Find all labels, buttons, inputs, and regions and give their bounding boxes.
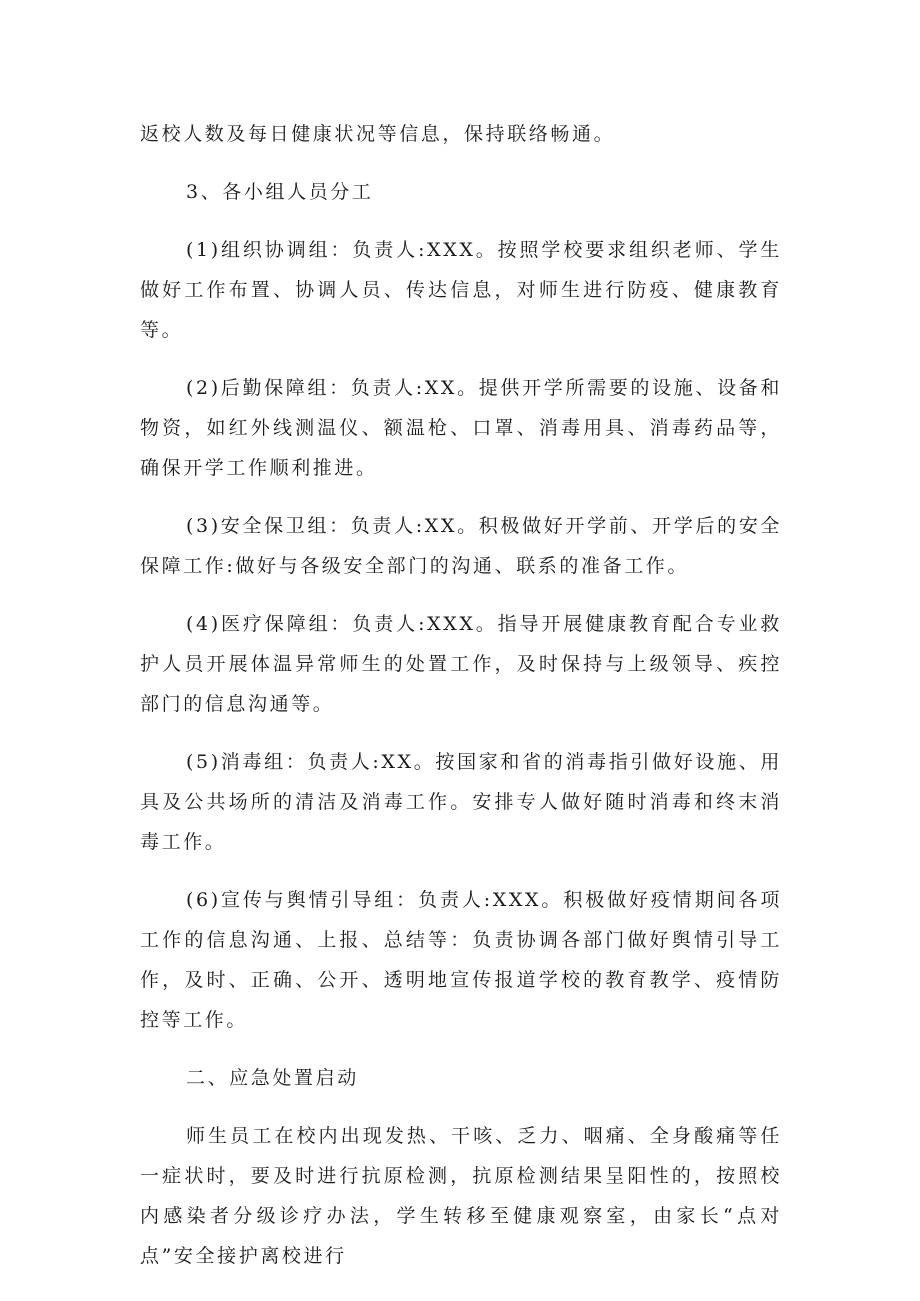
document-body [140,114,782,1276]
paragraph-medical-group: (4)医疗保障组：负责人:XXX。指导开展健康教育配合专业救护人员开展体温异常师生的处置工作，及时保持与上级领导、疾控部门的信息沟通等。 [140,613,782,715]
paragraph-emergency-procedure: 师生员工在校内出现发热、干咳、乏力、咽痛、全身酸痛等任一症状时，要及时进行抗原检测，抗原检测结果呈阳性的，按照校内感染者分级诊疗办法，学生转移至健康观察室，由家长“点对点”安全接护离校进行 [140,1125,782,1267]
paragraph-continuation: 返校人数及每日健康状况等信息，保持联络畅通。 [140,123,616,145]
paragraph-disinfection-group: (5)消毒组：负责人:XX。按国家和省的消毒指引做好设施、用具及公共场所的清洁及消毒工作。安排专人做好随时消毒和终末消毒工作。 [140,751,782,853]
paragraph-coordination-group: (1)组织协调组：负责人:XXX。按照学校要求组织老师、学生做好工作布置、协调人员、传达信息，对师生进行防疫、健康教育等。 [140,239,782,341]
paragraph-security-group: (3)安全保卫组：负责人:XX。积极做好开学前、开学后的安全保障工作:做好与各级安全部门的沟通、联系的准备工作。 [140,515,782,577]
paragraph-logistics-group: (2)后勤保障组：负责人:XX。提供开学所需要的设施、设备和物资，如红外线测温仪、额温枪、口罩、消毒用具、消毒药品等，确保开学工作顺利推进。 [140,377,782,479]
section-heading-group-roles: 3、各小组人员分工 [186,181,374,203]
paragraph-publicity-group: (6)宣传与舆情引导组：负责人:XXX。积极做好疫情期间各项工作的信息沟通、上报、总结等：负责协调各部门做好舆情引导工作，及时、正确、公开、透明地宣传报道学校的教育教学、疫情防控等工作。 [140,889,782,1031]
section-heading-emergency: 二、应急处置启动 [186,1067,359,1089]
